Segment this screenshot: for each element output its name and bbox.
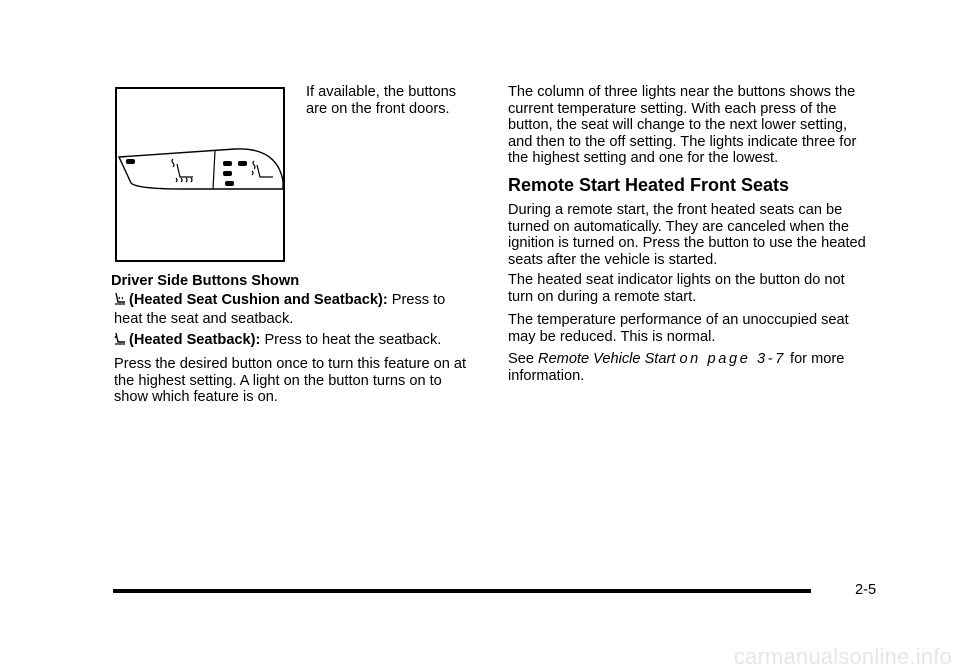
watermark: carmanualsonline.info (733, 644, 952, 669)
buttons-location-text: If available, the buttons are on the front doors. (306, 84, 457, 117)
seatback-desc: Press to heat the seatback. (264, 332, 442, 348)
door-buttons-illustration (115, 87, 285, 262)
page-reference-link[interactable]: on page 3-7 (679, 351, 786, 367)
cushion-seatback-item (114, 292, 474, 327)
figure-caption: Driver Side Buttons Shown (111, 273, 300, 289)
page-number: 2-5 (855, 582, 877, 598)
heated-seat-cushion-seatback-icon (114, 292, 126, 311)
footer-rule (113, 589, 811, 593)
door-panel-drawing (117, 89, 283, 260)
remote-start-paragraph: During a remote start, the front heated seats can be turned on automatically. They are canceled when the ignition is turned on. Press the button to use the heated seats after the vehicle is started. (508, 202, 866, 268)
operation-paragraph: Press the desired button once to turn this feature on at the highest setting. A light on the button turns on to show which feature is on. (114, 356, 467, 405)
heated-seatback-icon (114, 332, 126, 351)
cushion-seatback-label: (Heated Seat Cushion and Seatback): (129, 292, 388, 308)
performance-paragraph: The temperature performance of an unoccupied seat may be reduced. This is normal. (508, 312, 849, 345)
see-reference (508, 351, 868, 384)
seatback-label: (Heated Seatback): (129, 332, 261, 348)
see-prefix: See (508, 351, 534, 367)
remote-vehicle-start-link[interactable]: Remote Vehicle Start (538, 351, 676, 367)
indicator-lights-paragraph: The heated seat indicator lights on the button do not turn on during a remote start. (508, 272, 845, 305)
section-heading: Remote Start Heated Front Seats (508, 175, 790, 195)
lights-paragraph: The column of three lights near the buttons shows the current temperature setting. With each press of the button, the seat will change to the next lower setting, and then to the off setting. The lights indicate three for the highest setting and one for the lowest. (508, 84, 857, 166)
cushion-seatback-desc: Press to heat the seat and seatback. (114, 292, 446, 327)
see-suffix: for more information. (508, 351, 845, 384)
seatback-item (114, 332, 474, 351)
